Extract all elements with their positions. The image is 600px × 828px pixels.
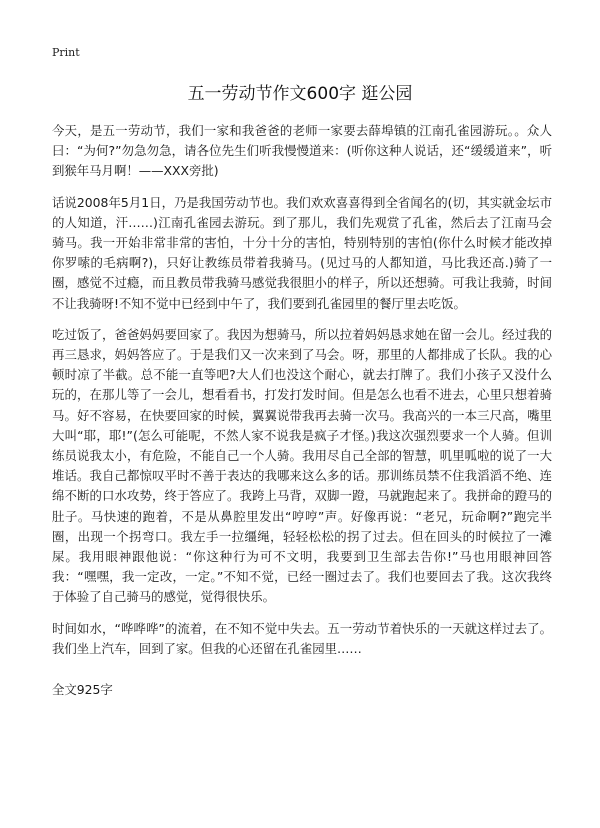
article-title: 五一劳动节作文600字 逛公园 [187,84,413,104]
paragraph-4: 时间如水，“哗哗哗”的流着，在不知不觉中失去。五一劳动节着快乐的一天就这样过去了。我们坐上汽车，回到了家。但我的心还留在孔雀园里…… [52,620,552,656]
article-body [52,121,552,670]
print-link[interactable]: Print [52,46,80,59]
paragraph-2: 话说2008年5月1日，乃是我国劳动节也。我们欢欢喜喜得到全省闻名的(切，其实就金坛市的人知道，汗……)江南孔雀园去游玩。到了那儿，我们先观赏了孔雀，然后去了江南马会骑马。我一开始非常非常的害怕，十分十分的害怕，特别特别的害怕(你什么时候才能改掉你罗嗦的毛病啊?)，只好让教练员带着我骑马。(见过马的人都知道，马比我还高.)骑了一圈，感觉不过瘾，而且教员带我骑马感觉我很胆小的样子，所以还想骑。可我让我骑，时间不让我骑呀!不知不觉中已经到中午了，我们要到孔雀园里的餐厅里去吃饭。 [52,194,552,311]
paragraph-3: 吃过饭了，爸爸妈妈要回家了。我因为想骑马，所以拉着妈妈恳求她在留一会儿。经过我的再三恳求，妈妈答应了。于是我们又一次来到了马会。呀，那里的人都排成了长队。我的心顿时凉了半截。总不能一直等吧?大人们也没这个耐心，就去打牌了。我们小孩子又没什么玩的，在那儿等了一会儿，想看看书，打发打发时间。但是怎么也看不进去，心里只想着骑马。好不容易，在快要回家的时候，翼翼说带我再去骑一次马。我高兴的一本三尺高，嘴里大叫“耶，耶!”(怎么可能呢，不然人家不说我是疯子才怪。)我这次强烈要求一个人骑。但训练员说我太小，有危险，不能自己一个人骑。我用尽自己全部的智慧，叽里呱啦的说了一大堆话。我自己都惊叹平时不善于表达的我哪来这么多的话。那训练员禁不住我滔滔不绝、连绵不断的口水攻势，终于答应了。我跨上马背，双脚一蹬，马就跑起来了。我拼命的蹬马的肚子。马快速的跑着，不是从鼻腔里发出“哼哼”声。好像再说：“老兄，玩命啊?”跑完半圈，出现一个拐弯口。我左手一拉缰绳，轻轻松松的拐了过去。但在回头的时候拉了一滩屎。我用眼神跟他说：“你这种行为可不文明，我要到卫生部去告你!”马也用眼神回答我：“嘿嘿，我一定改，一定。”不知不觉，已经一圈过去了。我们也要回去了我。这次我终于体验了自己骑马的感觉，觉得很快乐。 [52,326,552,605]
word-count: 全文925字 [52,682,113,697]
paragraph-1: 今天，是五一劳动节，我们一家和我爸爸的老师一家要去薛埠镇的江南孔雀园游玩。。众人曰：“为何?”勿急勿急，请各位先生们听我慢慢道来：(听你这种人说话，还“缓缓道来”，听到猴年马月啊！——XXX旁批) [52,123,552,179]
